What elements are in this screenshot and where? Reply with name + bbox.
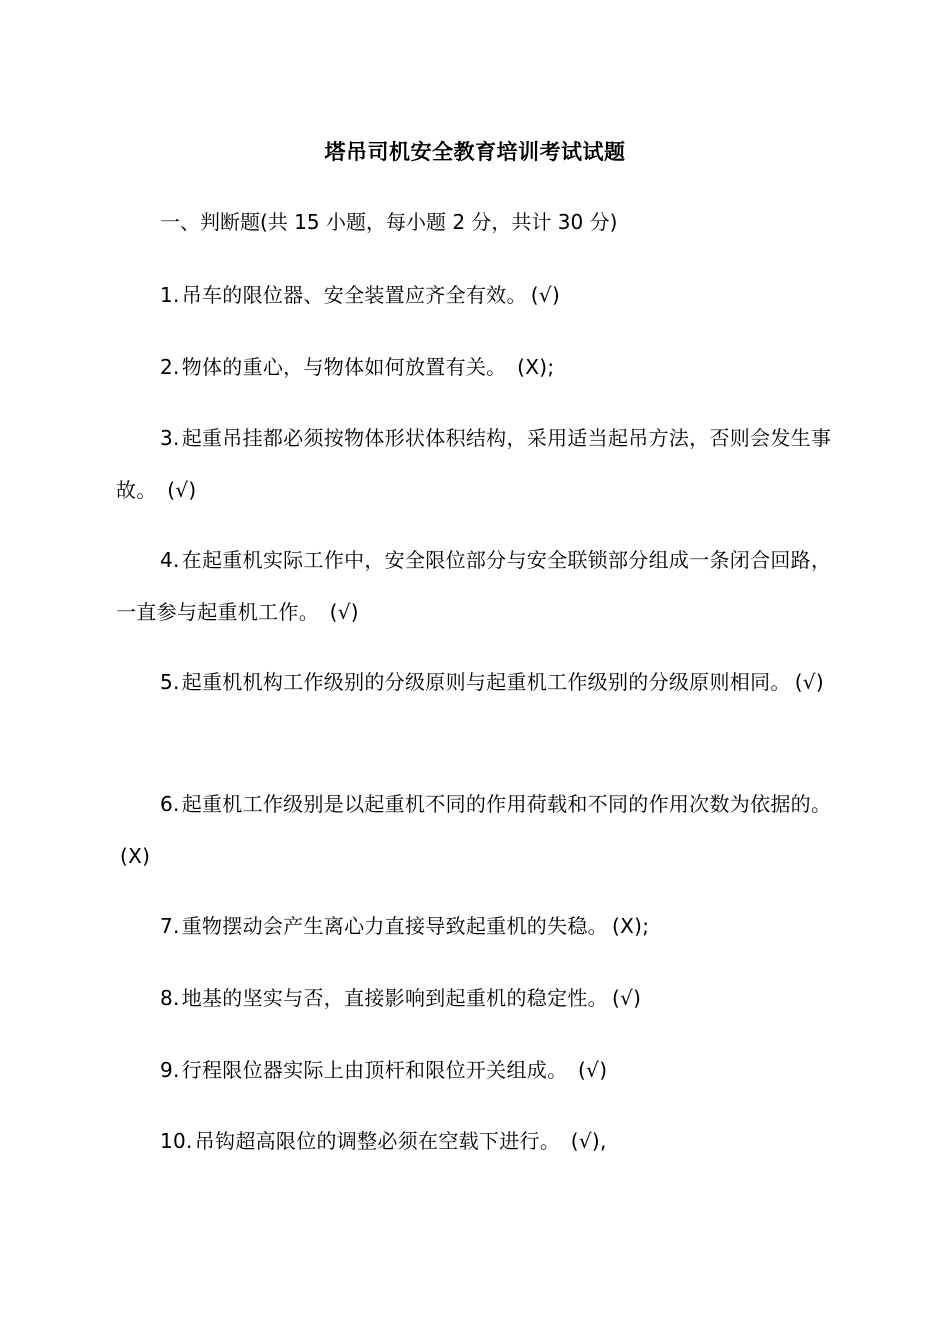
- question-item: [116, 341, 844, 393]
- question-item: [116, 656, 844, 708]
- question-answer: (√): [794, 670, 824, 694]
- question-text: 起重机机构工作级别的分级原则与起重机工作级别的分级原则相同。: [181, 670, 791, 694]
- question-text: 起重吊挂都必须按物体形状体积结构，采用适当起吊方法，否则会发生事故。: [116, 426, 832, 502]
- question-answer: (X);: [612, 914, 650, 938]
- question-number: 6.: [160, 792, 180, 816]
- question-number: 10.: [160, 1129, 193, 1153]
- question-text: 行程限位器实际上由顶杆和限位开关组成。: [181, 1058, 568, 1082]
- question-number: 5.: [160, 670, 180, 694]
- section-heading: 一、判断题(共 15 小题，每小题 2 分，共计 30 分): [160, 210, 618, 234]
- question-number: 1.: [160, 283, 180, 307]
- question-item: [116, 534, 844, 638]
- question-text: 在起重机实际工作中，安全限位部分与安全联锁部分组成一条闭合回路，一直参与起重机工作。: [116, 548, 832, 624]
- question-text: 起重机工作级别是以起重机不同的作用荷载和不同的作用次数为依据的。: [181, 792, 832, 816]
- question-answer: (√): [323, 600, 359, 624]
- question-answer: (√): [571, 1058, 608, 1082]
- question-answer: (√): [612, 986, 642, 1010]
- question-text: 地基的坚实与否，直接影响到起重机的稳定性。: [181, 986, 608, 1010]
- question-item: [116, 972, 844, 1024]
- question-number: 4.: [160, 548, 180, 572]
- question-number: 3.: [160, 426, 180, 450]
- question-text: 吊车的限位器、安全装置应齐全有效。: [181, 283, 527, 307]
- question-text: 重物摆动会产生离心力直接导致起重机的失稳。: [181, 914, 608, 938]
- question-item: [116, 1115, 844, 1167]
- document-title: 塔吊司机安全教育培训考试试题: [324, 140, 626, 164]
- question-item: [116, 778, 844, 882]
- question-text: 物体的重心，与物体如何放置有关。: [181, 355, 507, 379]
- question-answer: (X): [120, 844, 151, 868]
- question-number: 8.: [160, 986, 180, 1010]
- question-number: 7.: [160, 914, 180, 938]
- question-answer: (√): [160, 478, 197, 502]
- question-number: 2.: [160, 355, 180, 379]
- question-text: 吊钩超高限位的调整必须在空载下进行。: [194, 1129, 561, 1153]
- question-item: [116, 900, 844, 952]
- question-number: 9.: [160, 1058, 180, 1082]
- question-answer: (X);: [510, 355, 555, 379]
- question-answer: (√),: [564, 1129, 607, 1153]
- question-item: [116, 1044, 844, 1096]
- question-item: [116, 412, 844, 516]
- question-item: [116, 269, 844, 321]
- question-answer: (√): [530, 283, 561, 307]
